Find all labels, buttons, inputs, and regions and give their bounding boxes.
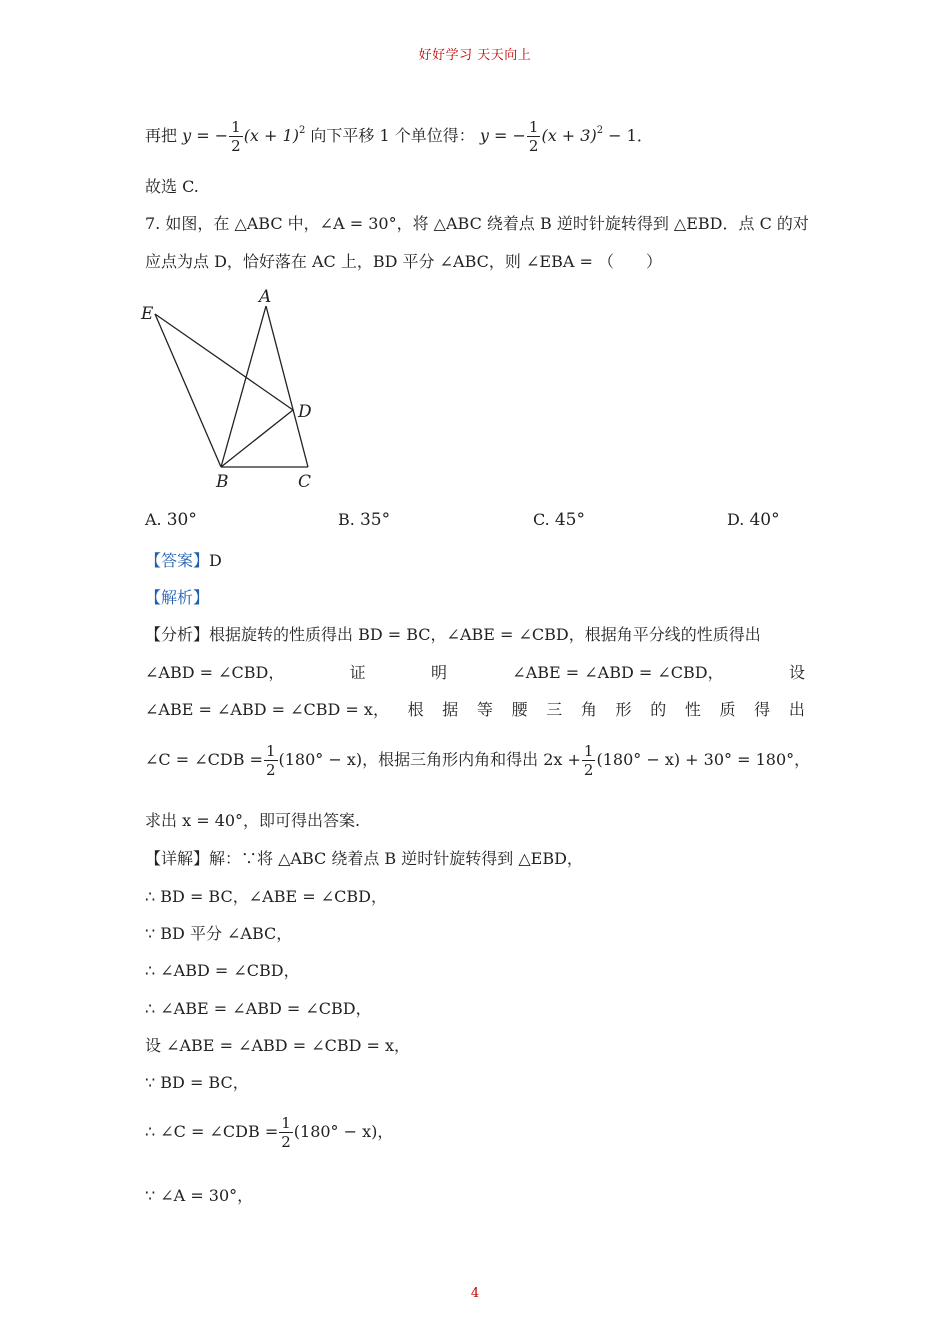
detail-line-6: 设 ∠ABE = ∠ABD = ∠CBD = x， — [145, 1036, 411, 1055]
exponent: 2 — [596, 125, 604, 136]
option-a[interactable] — [145, 510, 197, 530]
page-number: 4 — [470, 1286, 480, 1301]
label-b: B — [216, 472, 229, 492]
minus-one: − 1． — [603, 126, 653, 145]
label-a: A — [259, 287, 272, 307]
fraction-half — [229, 118, 243, 155]
justified-word: 角 — [580, 700, 597, 719]
justified-word: 的 — [650, 700, 667, 719]
option-b[interactable] — [338, 510, 390, 530]
justified-word: 质 — [719, 700, 736, 719]
frac-den: 2 — [281, 1133, 291, 1151]
justified-word: 三 — [546, 700, 563, 719]
label-e: E — [141, 304, 154, 324]
justified-word: 性 — [684, 700, 701, 719]
option-letter: A. — [145, 510, 162, 529]
eq-part: (180° − x) + 30° = 180°， — [596, 750, 811, 769]
question-line-2: 应点为点 D，恰好落在 AC 上，BD 平分 ∠ABC，则 ∠EBA = （ ） — [145, 252, 662, 271]
answer-tag: 【答案】 — [145, 551, 210, 570]
answer-line — [145, 548, 222, 571]
analysis-line-2 — [145, 660, 805, 683]
frac-den: 2 — [528, 137, 539, 155]
shift-line — [145, 118, 653, 155]
justified-word: 得 — [754, 700, 771, 719]
eq-y: y = − — [182, 126, 229, 145]
eq-y-2: y = − — [479, 126, 526, 145]
exponent: 2 — [298, 125, 306, 136]
justified-word: 形 — [615, 700, 632, 719]
justified-word: 证 — [349, 663, 366, 682]
justified-word: 设 — [788, 663, 805, 682]
geometry-figure — [135, 282, 335, 492]
detail-line-3: ∵ BD 平分 ∠ABC， — [145, 924, 293, 943]
frac-num: 1 — [528, 118, 539, 136]
detail-line-2: ∴ BD = BC，∠ABE = ∠CBD， — [145, 887, 387, 906]
justified-word: 根 — [407, 700, 424, 719]
analysis-line-1: 【分析】根据旋转的性质得出 BD = BC，∠ABE = ∠CBD，根据角平分线的性质得出 — [145, 625, 761, 644]
justified-word: 出 — [788, 700, 805, 719]
frac-den: 2 — [583, 761, 594, 779]
justified-word: ∠ABE = ∠ABD = ∠CBD， — [512, 663, 724, 682]
eq-part: ∴ ∠C = ∠CDB = — [145, 1122, 279, 1141]
eq-square-2: (x + 3) — [541, 126, 597, 145]
frac-den: 2 — [231, 137, 241, 155]
detail-line-4: ∴ ∠ABD = ∠CBD， — [145, 961, 300, 980]
detail-line-9: ∵ ∠A = 30°， — [145, 1186, 254, 1205]
analysis-line-3 — [145, 697, 805, 720]
detail-line-5: ∴ ∠ABE = ∠ABD = ∠CBD， — [145, 999, 372, 1018]
option-value: 40° — [749, 510, 780, 530]
frac-den: 2 — [265, 761, 276, 779]
justified-word: ∠ABD = ∠CBD， — [145, 663, 285, 682]
option-letter: D. — [727, 510, 745, 529]
eq-part: (180° − x)，根据三角形内角和得出 2x + — [278, 750, 581, 769]
eq-part: ∠C = ∠CDB = — [145, 750, 263, 769]
page-header: 好好学习 天天向上 — [418, 48, 532, 63]
shift-mid-text: 向下平移 1 个单位得： — [310, 126, 475, 145]
analysis-line-5: 求出 x = 40°，即可得出答案. — [145, 811, 361, 830]
analysis-line-4 — [145, 742, 810, 779]
eq-square-1: (x + 1) — [243, 126, 299, 145]
option-value: 30° — [166, 510, 197, 530]
fraction-half-2 — [527, 118, 541, 155]
frac-num: 1 — [281, 1114, 291, 1132]
eq-part: (180° − x)， — [293, 1122, 394, 1141]
detail-line-1: 【详解】解：∵将 △ABC 绕着点 B 逆时针旋转得到 △EBD， — [145, 849, 583, 868]
justified-word: 腰 — [511, 700, 528, 719]
fraction-half-2 — [582, 742, 596, 779]
option-letter: C. — [533, 510, 550, 529]
option-value: 45° — [554, 510, 585, 530]
frac-num: 1 — [231, 118, 241, 136]
justified-word: 等 — [476, 700, 493, 719]
option-d[interactable] — [727, 510, 780, 530]
frac-num: 1 — [265, 742, 276, 760]
segment-ac — [266, 306, 308, 467]
fraction-half — [264, 742, 278, 779]
answer-value: D — [209, 551, 222, 570]
option-c[interactable] — [533, 510, 585, 530]
justified-word: ∠ABE = ∠ABD = ∠CBD = x， — [145, 700, 389, 719]
justified-word: 据 — [442, 700, 459, 719]
segment-bd — [221, 410, 293, 467]
prev-conclusion: 故选 C. — [145, 177, 199, 196]
detail-line-7: ∵ BD = BC， — [145, 1073, 249, 1092]
shift-text: 再把 — [145, 126, 178, 145]
option-letter: B. — [338, 510, 355, 529]
label-d: D — [298, 402, 312, 422]
frac-num: 1 — [583, 742, 594, 760]
fraction-half — [279, 1114, 293, 1151]
option-value: 35° — [359, 510, 391, 530]
question-line-1: 7. 如图，在 △ABC 中，∠A = 30°，将 △ABC 绕着点 B 逆时针旋转得到 △EBD．点 C 的对 — [145, 214, 809, 233]
detail-line-8 — [145, 1114, 393, 1151]
justified-word: 明 — [430, 663, 447, 682]
analysis-tag: 【解析】 — [145, 588, 210, 607]
label-c: C — [298, 472, 312, 492]
